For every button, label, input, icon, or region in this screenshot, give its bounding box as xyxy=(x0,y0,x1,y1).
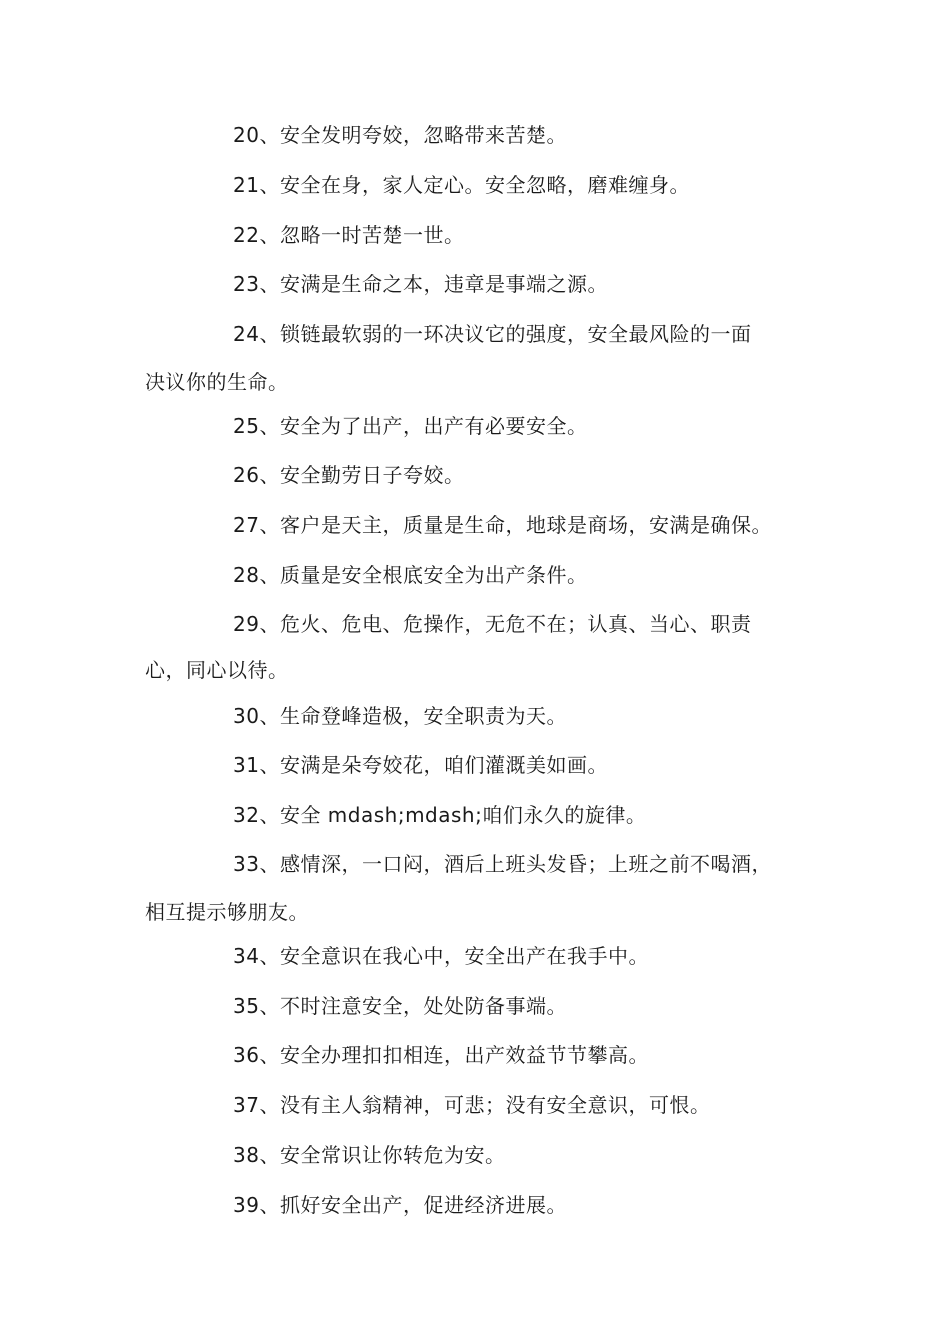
slogan-20: 20、安全发明夸姣，忽略带来苦楚。 xyxy=(233,123,567,147)
slogan-27: 27、客户是天主，质量是生命，地球是商场，安满是确保。 xyxy=(233,513,772,537)
slogan-39: 39、抓好安全出产，促进经济进展。 xyxy=(233,1193,567,1217)
slogan-29-line-2: 心，同心以待。 xyxy=(145,658,289,682)
slogan-35: 35、不时注意安全，处处防备事端。 xyxy=(233,994,567,1018)
slogan-33-line-2: 相互提示够朋友。 xyxy=(145,900,309,924)
slogan-24-line-2: 决议你的生命。 xyxy=(145,370,289,394)
slogan-23: 23、安满是生命之本，违章是事端之源。 xyxy=(233,272,608,296)
slogan-30: 30、生命登峰造极，安全职责为天。 xyxy=(233,704,567,728)
slogan-22: 22、忽略一时苦楚一世。 xyxy=(233,223,465,247)
slogan-25: 25、安全为了出产，出产有必要安全。 xyxy=(233,414,588,438)
slogan-36: 36、安全办理扣扣相连，出产效益节节攀高。 xyxy=(233,1043,649,1067)
slogan-38: 38、安全常识让你转危为安。 xyxy=(233,1143,506,1167)
slogan-37: 37、没有主人翁精神，可悲；没有安全意识，可恨。 xyxy=(233,1093,711,1117)
slogan-24-line-1: 24、锁链最软弱的一环决议它的强度，安全最风险的一面 xyxy=(233,322,752,346)
slogan-32: 32、安全 mdash;mdash;咱们永久的旋律。 xyxy=(233,803,647,827)
slogan-34: 34、安全意识在我心中，安全出产在我手中。 xyxy=(233,944,649,968)
slogan-21: 21、安全在身，家人定心。安全忽略，磨难缠身。 xyxy=(233,173,690,197)
slogan-29-line-1: 29、危火、危电、危操作，无危不在；认真、当心、职责 xyxy=(233,612,752,636)
slogan-33-line-1: 33、感情深，一口闷，酒后上班头发昏；上班之前不喝酒， xyxy=(233,852,772,876)
slogan-26: 26、安全勤劳日子夸姣。 xyxy=(233,463,465,487)
slogan-31: 31、安满是朵夸姣花，咱们灌溉美如画。 xyxy=(233,753,608,777)
slogan-28: 28、质量是安全根底安全为出产条件。 xyxy=(233,563,588,587)
